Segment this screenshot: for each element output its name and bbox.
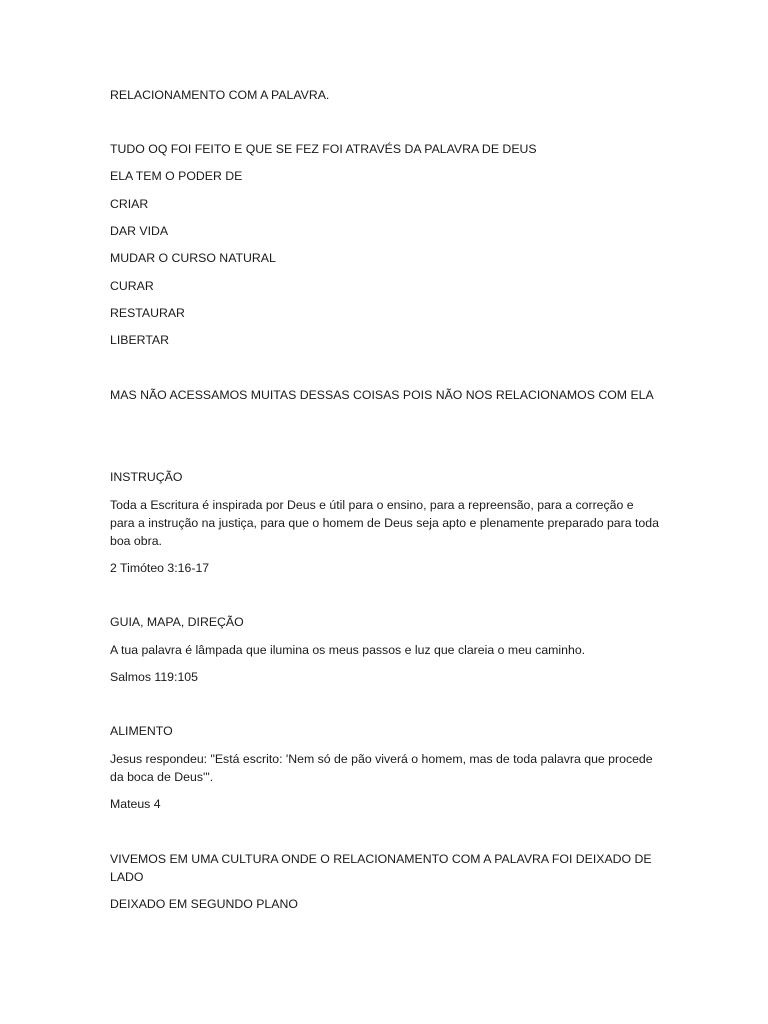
verse-reference-alimento: Mateus 4 [110, 797, 161, 811]
section-heading-instrucao: INSTRUÇÃO [110, 470, 183, 484]
closing-paragraph-2: DEIXADO EM SEGUNDO PLANO [110, 897, 298, 911]
power-item: CRIAR [110, 197, 149, 211]
document-title: RELACIONAMENTO COM A PALAVRA. [110, 88, 330, 102]
verse-text-instrucao: Toda a Escritura é inspirada por Deus e útil para o ensino, para a repreensão, para a correção e para a instrução na justiça, para que o homem de Deus seja apto e plenamente preparado para toda boa obra. [110, 498, 659, 548]
power-item: CURAR [110, 279, 154, 293]
verse-reference-guia: Salmos 119:105 [110, 670, 198, 684]
section-heading-alimento: ALIMENTO [110, 724, 173, 738]
verse-text-alimento: Jesus respondeu: "Está escrito: 'Nem só de pão viverá o homem, mas de toda palavra que procede da boca de Deus'". [110, 752, 653, 784]
power-heading: ELA TEM O PODER DE [110, 169, 243, 183]
verse-reference-instrucao: 2 Timóteo 3:16-17 [110, 561, 210, 575]
power-item: MUDAR O CURSO NATURAL [110, 251, 276, 265]
section-heading-guia: GUIA, MAPA, DIREÇÃO [110, 615, 244, 629]
power-item: LIBERTAR [110, 333, 169, 347]
verse-text-guia: A tua palavra é lâmpada que ilumina os meus passos e luz que clareia o meu caminho. [110, 643, 586, 657]
closing-paragraph: VIVEMOS EM UMA CULTURA ONDE O RELACIONAMENTO COM A PALAVRA FOI DEIXADO DE LADO [110, 852, 652, 884]
intro-paragraph: TUDO OQ FOI FEITO E QUE SE FEZ FOI ATRAVÉS DA PALAVRA DE DEUS [110, 142, 537, 156]
statement-paragraph: MAS NÃO ACESSAMOS MUITAS DESSAS COISAS POIS NÃO NOS RELACIONAMOS COM ELA [110, 388, 654, 402]
power-item: RESTAURAR [110, 306, 185, 320]
power-item: DAR VIDA [110, 224, 169, 238]
